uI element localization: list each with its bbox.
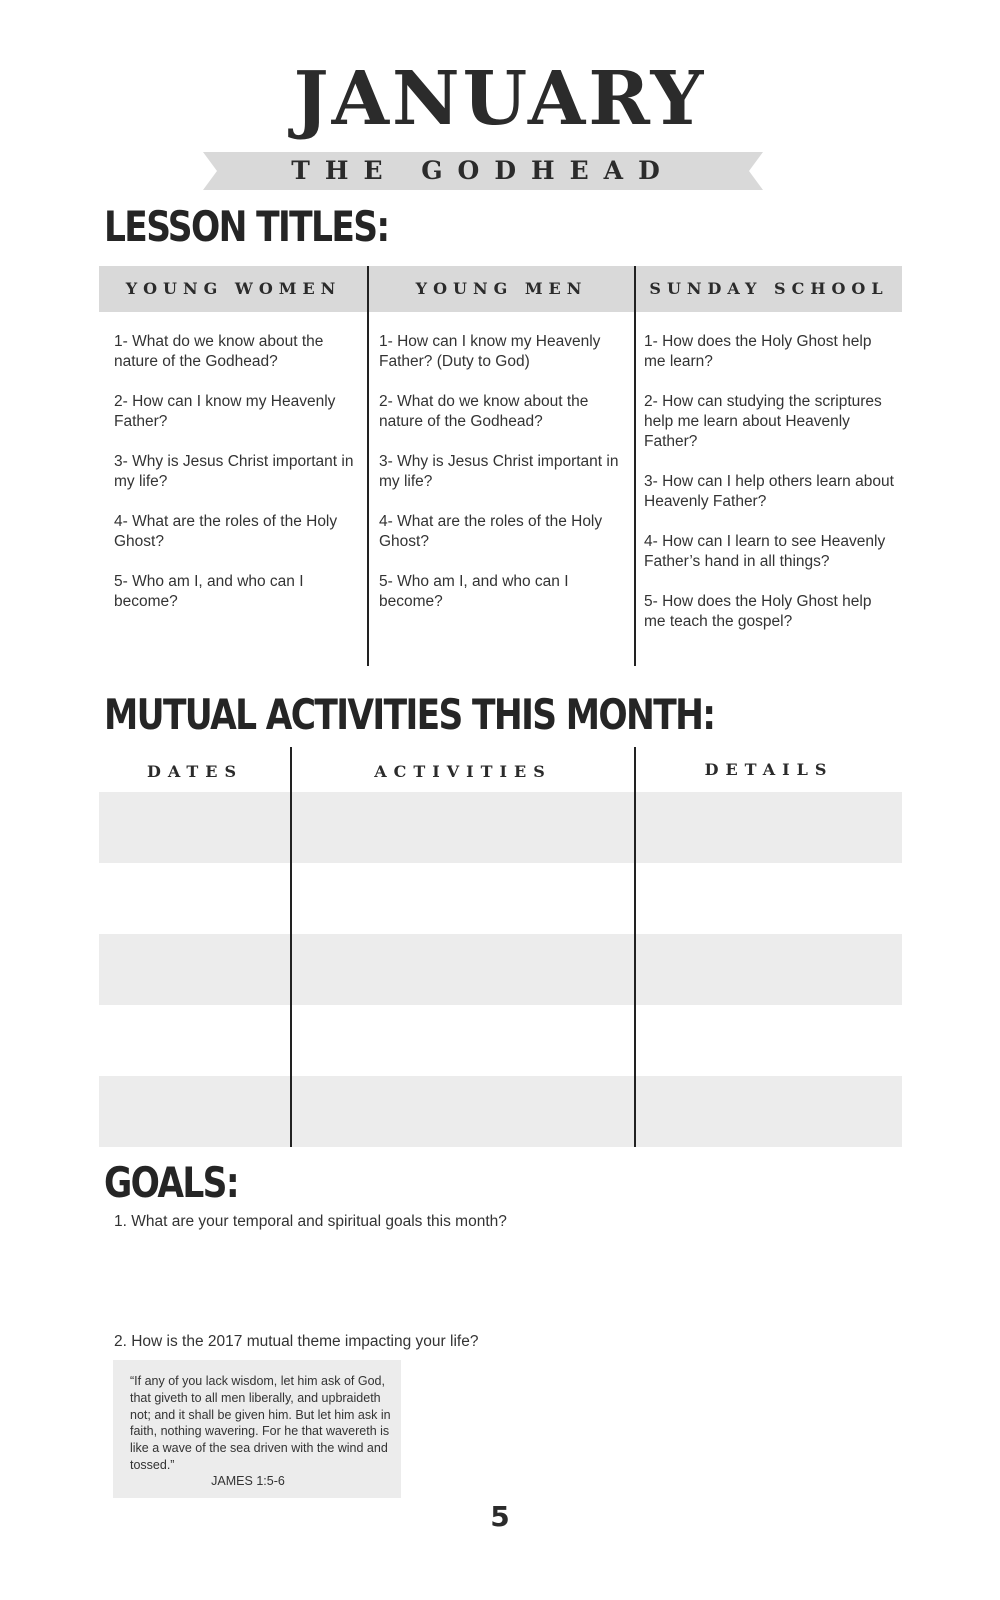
activity-row[interactable] bbox=[99, 1005, 902, 1076]
activity-row[interactable] bbox=[99, 934, 902, 1005]
theme-subtitle: THE GODHEAD bbox=[291, 156, 675, 185]
month-title: JANUARY bbox=[293, 56, 707, 142]
activity-divider-1 bbox=[290, 747, 292, 1147]
scripture-quote-box bbox=[113, 1360, 401, 1498]
list-item: 5- Who am I, and who can I become? bbox=[379, 573, 569, 610]
list-item: 4- What are the roles of the Holy Ghost? bbox=[379, 513, 603, 550]
list-item: 5- Who am I, and who can I become? bbox=[114, 573, 304, 610]
list-item: 4- What are the roles of the Holy Ghost? bbox=[114, 513, 338, 550]
lesson-titles-heading: LESSON TITLES: bbox=[104, 202, 389, 251]
col-header-dates: DATES bbox=[146, 762, 244, 781]
list-item: 1- How does the Holy Ghost help me learn? bbox=[644, 333, 872, 370]
activity-row[interactable] bbox=[99, 792, 902, 863]
col-header-details: DETAILS bbox=[704, 760, 834, 779]
list-item: 1- What do we know about the nature of the Godhead? bbox=[114, 333, 324, 370]
lesson-divider-1 bbox=[367, 266, 369, 666]
goals-heading: GOALS: bbox=[104, 1158, 238, 1207]
activity-row[interactable] bbox=[99, 1076, 902, 1147]
list-item: 3- Why is Jesus Christ important in my life? bbox=[114, 453, 354, 490]
sunday-school-lesson-list bbox=[644, 332, 894, 652]
page-number: 5 bbox=[490, 1500, 510, 1533]
theme-banner bbox=[203, 150, 763, 192]
goal-question-2: 2. How is the 2017 mutual theme impacting your life? bbox=[114, 1333, 479, 1350]
scripture-reference: JAMES 1:5-6 bbox=[211, 1474, 285, 1488]
list-item: 2- What do we know about the nature of the Godhead? bbox=[379, 393, 589, 430]
goal-question-1: 1. What are your temporal and spiritual goals this month? bbox=[114, 1213, 507, 1230]
list-item: 2- How can I know my Heavenly Father? bbox=[114, 393, 336, 430]
col-header-young-women: YOUNG WOMEN bbox=[125, 279, 342, 298]
activity-divider-2 bbox=[634, 747, 636, 1147]
list-item: 4- How can I learn to see Heavenly Father’s hand in all things? bbox=[644, 533, 886, 570]
list-item: 3- How can I help others learn about Heavenly Father? bbox=[644, 473, 894, 510]
list-item: 1- How can I know my Heavenly Father? (Duty to God) bbox=[379, 333, 601, 370]
list-item: 2- How can studying the scriptures help me learn about Heavenly Father? bbox=[644, 393, 882, 450]
young-men-lesson-list bbox=[379, 332, 629, 632]
list-item: 3- Why is Jesus Christ important in my life? bbox=[379, 453, 619, 490]
col-header-sunday-school: SUNDAY SCHOOL bbox=[649, 279, 889, 298]
lesson-divider-2 bbox=[634, 266, 636, 666]
scripture-quote-text: “If any of you lack wisdom, let him ask of God, that giveth to all men liberally, and upbraideth not; and it shall be given him. But let him ask in faith, nothing wavering. For he that wavereth is like a wave of the sea driven with the wind and tossed.” bbox=[130, 1374, 391, 1472]
activity-row[interactable] bbox=[99, 863, 902, 934]
young-women-lesson-list bbox=[114, 332, 362, 632]
list-item: 5- How does the Holy Ghost help me teach the gospel? bbox=[644, 593, 872, 630]
mutual-activities-heading: MUTUAL ACTIVITIES THIS MONTH: bbox=[104, 690, 715, 739]
col-header-young-men: YOUNG MEN bbox=[415, 279, 588, 298]
col-header-activities: ACTIVITIES bbox=[374, 762, 552, 781]
